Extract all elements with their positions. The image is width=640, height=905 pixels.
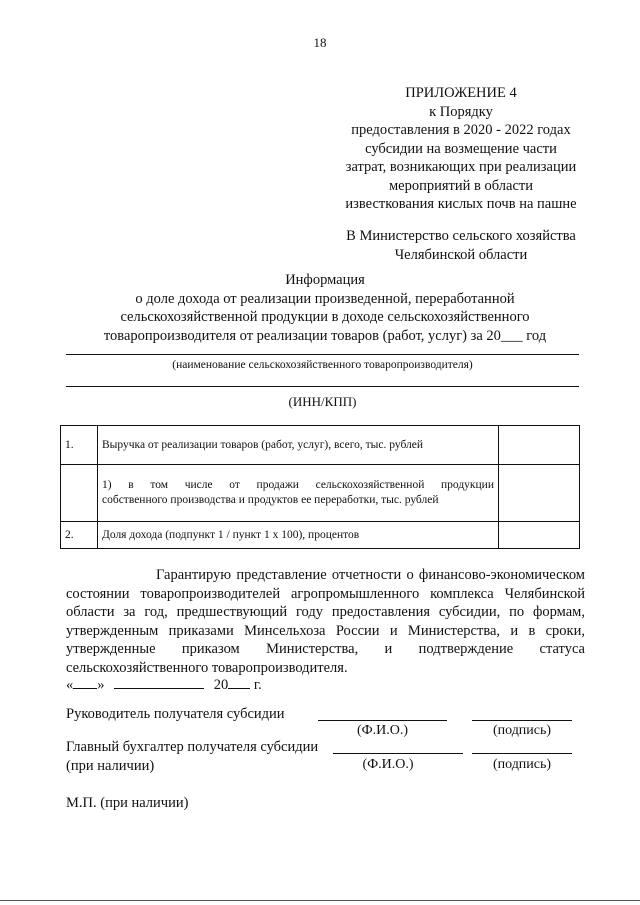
producer-name-caption: (наименование сельскохозяйственного товаропроизводителя) [172, 359, 473, 371]
title-line: сельскохозяйственной продукции в доходе сельскохозяйственного [120, 309, 530, 325]
addressee [330, 227, 592, 264]
row-text [98, 465, 499, 522]
chief-accountant-label: Главный бухгалтер получателя субсидии [66, 739, 319, 755]
producer-name-line[interactable] [66, 354, 579, 355]
head-fio-caption: (Ф.И.О.) [356, 723, 409, 738]
row-value-cell[interactable] [499, 522, 580, 549]
inn-kpp-caption: (ИНН/КПП) [288, 394, 357, 409]
inn-kpp-line[interactable] [66, 386, 579, 387]
date-line [66, 676, 262, 694]
guarantee-line: утвержденные приказом Министерства, и подтверждение статуса [66, 641, 585, 658]
table-row [61, 522, 580, 549]
income-share-table [60, 425, 580, 549]
date-year-suffix: г. [250, 677, 262, 693]
addressee-line: В Министерство сельского хозяйства [346, 228, 576, 244]
date-day-blank[interactable] [73, 676, 97, 689]
appendix-header [330, 84, 592, 214]
date-year-prefix: 20 [213, 677, 229, 693]
guarantee-line: Гарантирую представление отчетности о финансово-экономическом [156, 567, 585, 583]
row-text: Доля дохода (подпункт 1 / пункт 1 х 100), процентов [98, 522, 499, 549]
stamp-note: М.П. (при наличии) [66, 795, 189, 811]
date-open-quote: « [66, 677, 74, 693]
row-text: Выручка от реализации товаров (работ, услуг), всего, тыс. рублей [98, 426, 499, 465]
title-line: товаропроизводителя от реализации товаров (работ, услуг) за 20___ год [103, 327, 547, 344]
page-bottom-edge [0, 900, 640, 901]
guarantee-line: области за год, предшествующий году предоставления субсидии, по формам, [66, 604, 585, 621]
appendix-line: мероприятий в области [389, 177, 533, 194]
table-row [61, 465, 580, 522]
title-line: Информация [285, 272, 365, 288]
head-signature-caption: (подпись) [492, 723, 552, 738]
date-close-quote: » [97, 677, 105, 693]
appendix-line: затрат, возникающих при реализации [345, 159, 577, 175]
accountant-signature-line[interactable] [472, 753, 572, 754]
appendix-line: к Порядку [429, 103, 493, 120]
appendix-line: известкования кислых почв на пашне [345, 196, 577, 212]
appendix-line: субсидии на возмещение части [365, 140, 557, 157]
guarantee-paragraph [66, 566, 585, 678]
head-signature-line[interactable] [472, 720, 572, 721]
title-line: о доле дохода от реализации произведенной, переработанной [135, 290, 515, 307]
appendix-line: ПРИЛОЖЕНИЕ 4 [405, 85, 517, 101]
guarantee-line: сельскохозяйственного товаропроизводителя. [66, 659, 348, 676]
page-number: 18 [313, 35, 327, 50]
table-row [61, 426, 580, 465]
row-number: 1. [61, 426, 98, 465]
guarantee-line: утвержденным приказами Минсельхоза России и Министерства, и в сроки, [66, 622, 585, 639]
row-number [61, 465, 98, 522]
row-number: 2. [61, 522, 98, 549]
accountant-fio-line[interactable] [333, 753, 463, 754]
addressee-line: Челябинской области [394, 246, 528, 263]
row-text-line: собственного производства и продуктов ее переработки, тыс. рублей [102, 494, 439, 506]
row-value-cell[interactable] [499, 465, 580, 522]
document-title [60, 271, 590, 345]
row-text-line: 1) в том числе от продажи сельскохозяйственной продукции [102, 479, 494, 491]
date-month-blank[interactable] [114, 676, 204, 689]
date-year-blank[interactable] [228, 676, 250, 689]
appendix-line: предоставления в 2020 - 2022 годах [351, 122, 571, 138]
head-fio-line[interactable] [318, 720, 447, 721]
accountant-signature-caption: (подпись) [492, 757, 552, 772]
head-label: Руководитель получателя субсидии [66, 706, 285, 722]
accountant-fio-caption: (Ф.И.О.) [362, 757, 414, 772]
guarantee-line: состоянии товаропроизводителей агропромышленного комплекса Челябинской [66, 585, 585, 602]
row-value-cell[interactable] [499, 426, 580, 465]
if-any-note: (при наличии) [66, 758, 155, 774]
